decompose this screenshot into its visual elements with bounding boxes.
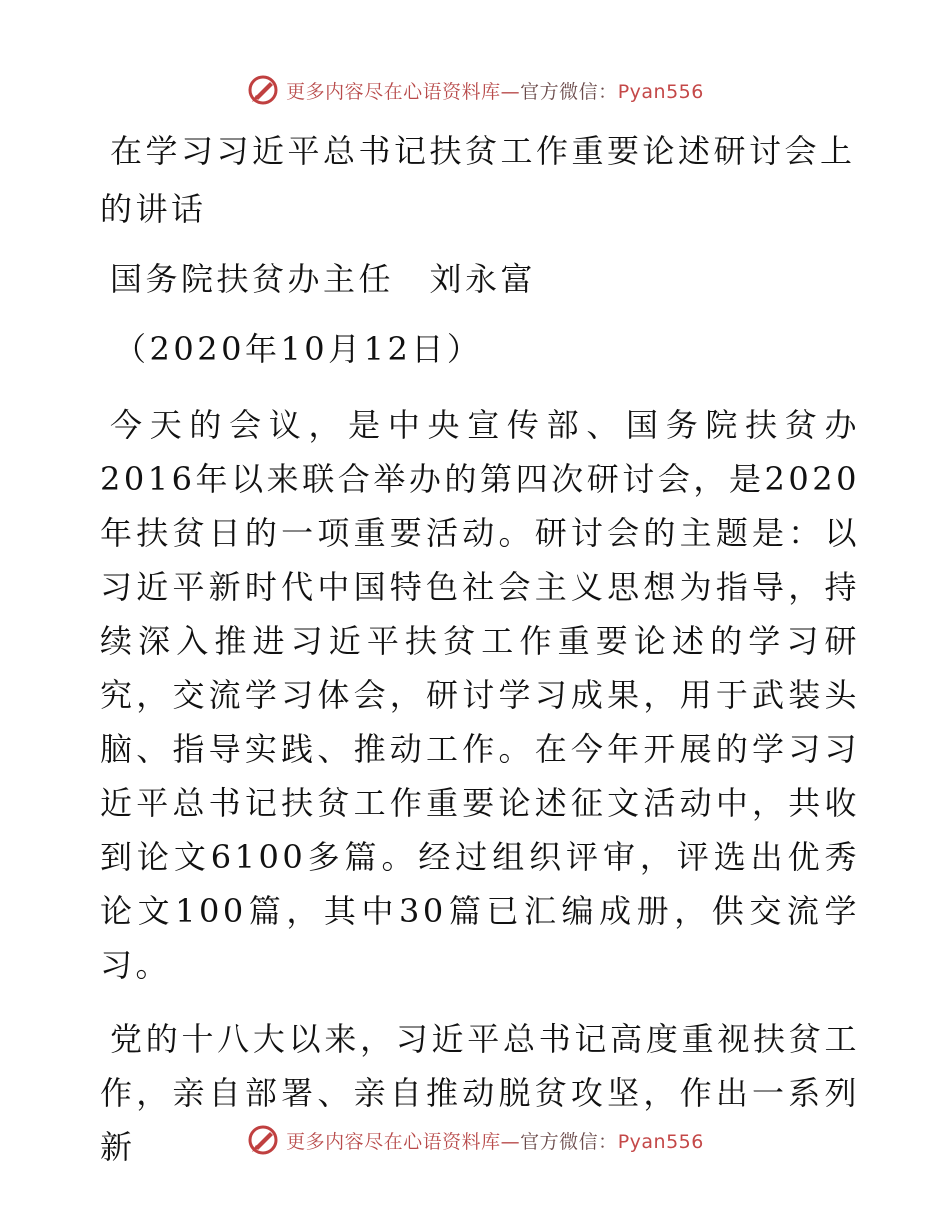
banner-wechat-label: 官方微信： bbox=[520, 1130, 618, 1153]
document-title: 在学习习近平总书记扶贫工作重要论述研讨会上的讲话 bbox=[100, 132, 856, 228]
header-banner bbox=[0, 70, 950, 110]
banner-text bbox=[286, 77, 704, 104]
paragraph-2: 党的十八大以来，习近平总书记高度重视扶贫工作，亲自部署、亲自推动脱贫攻坚，作出一系列新 bbox=[100, 1020, 860, 1166]
banner-wechat-id: Pyan556 bbox=[617, 80, 704, 103]
document-body bbox=[100, 122, 860, 1174]
brand-logo-icon bbox=[246, 1123, 280, 1157]
document-author: 国务院扶贫办主任 刘永富 bbox=[110, 260, 537, 298]
banner-wechat-id: Pyan556 bbox=[617, 1130, 704, 1153]
document-date: （2020年10月12日） bbox=[114, 330, 483, 368]
brand-logo-icon bbox=[246, 73, 280, 107]
paragraph-1: 今天的会议，是中央宣传部、国务院扶贫办2016年以来联合举办的第四次研讨会，是2020年扶贫日的一项重要活动。研讨会的主题是：以习近平新时代中国特色社会主义思想为指导，持续深入推进习近平扶贫工作重要论述的学习研究，交流学习体会，研讨学习成果，用于武装头脑、指导实践、推动工作。在今年开展的学习习近平总书记扶贫工作重要论述征文活动中，共收到论文6100多篇。经过组织评审，评选出优秀论文100篇，其中30篇已汇编成册，供交流学习。 bbox=[100, 406, 860, 984]
footer-banner bbox=[0, 1120, 950, 1160]
banner-wechat-label: 官方微信： bbox=[520, 80, 618, 103]
banner-site-text: 更多内容尽在心语资料库— bbox=[286, 1130, 521, 1153]
banner-site-text: 更多内容尽在心语资料库— bbox=[286, 80, 521, 103]
banner-text bbox=[286, 1127, 704, 1154]
